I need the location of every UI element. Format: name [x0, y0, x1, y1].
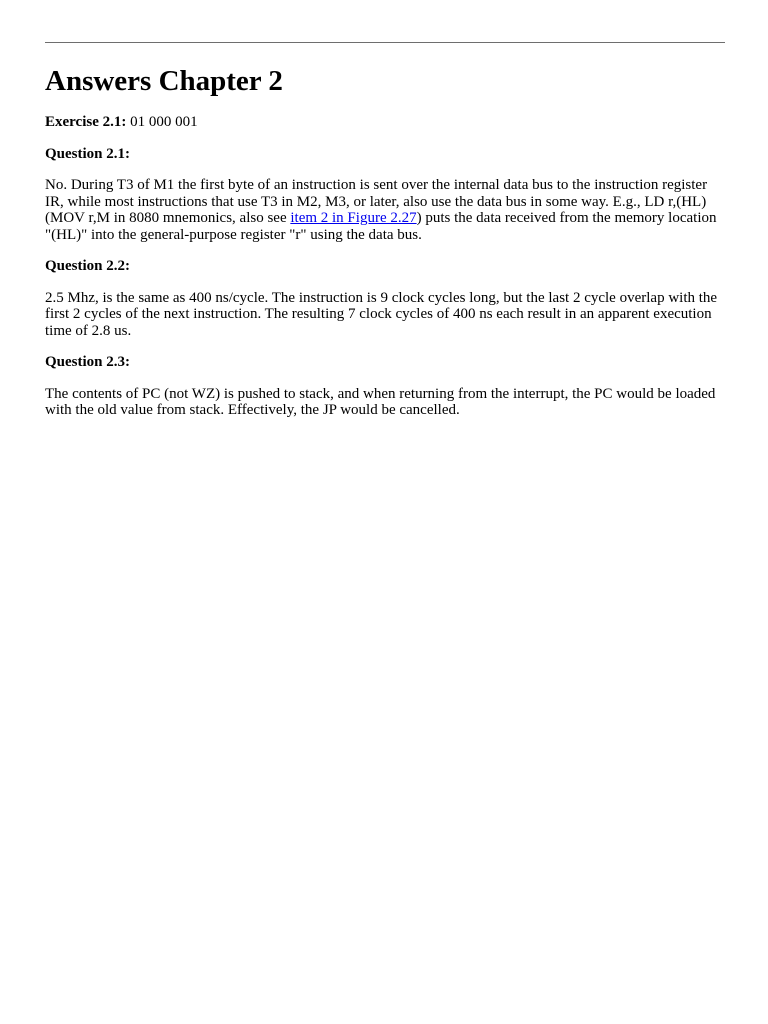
question-2-3-heading [45, 354, 725, 371]
horizontal-rule [45, 42, 725, 43]
question-2-2-heading [45, 258, 725, 275]
page-title: Answers Chapter 2 [45, 65, 283, 97]
exercise-answer: 01 000 001 [126, 114, 198, 130]
question-2-1-answer [45, 177, 725, 243]
question-2-2-answer: 2.5 Mhz, is the same as 400 ns/cycle. The instruction is 9 clock cycles long, but the last 2 cycle overlap with the first 2 cycles of the next instruction. The resulting 7 clock cycles of 400 ns each result in an apparent execution time of 2.8 us. [45, 289, 718, 339]
question-2-1-heading [45, 146, 725, 163]
exercise-label: Exercise 2.1: [45, 114, 127, 130]
question-heading: Question 2.3: [45, 354, 131, 370]
document-page [45, 42, 725, 419]
answer-text: ) puts the data received from the memory location "(HL)" into the general-purpose register "r" using the data bus. [45, 210, 717, 243]
question-heading: Question 2.2: [45, 258, 131, 274]
question-heading: Question 2.1: [45, 145, 131, 162]
exercise-2-1 [45, 114, 725, 131]
question-2-3-answer: The contents of PC (not WZ) is pushed to stack, and when returning from the interrupt, the PC would be loaded with the old value from stack. Effectively, the JP would be cancelled. [45, 385, 716, 418]
answer-text: No. During T3 of M1 the first byte of an instruction is sent over the internal data bus to the instruction register IR, while most instructions that use T3 in M2, M3, or later, also use the data bus in some way. E.g., LD r,(HL) (MOV r,M in 8080 mnemonics, also see [45, 177, 708, 226]
figure-2-27-link[interactable]: item 2 in Figure 2.27 [290, 210, 417, 226]
